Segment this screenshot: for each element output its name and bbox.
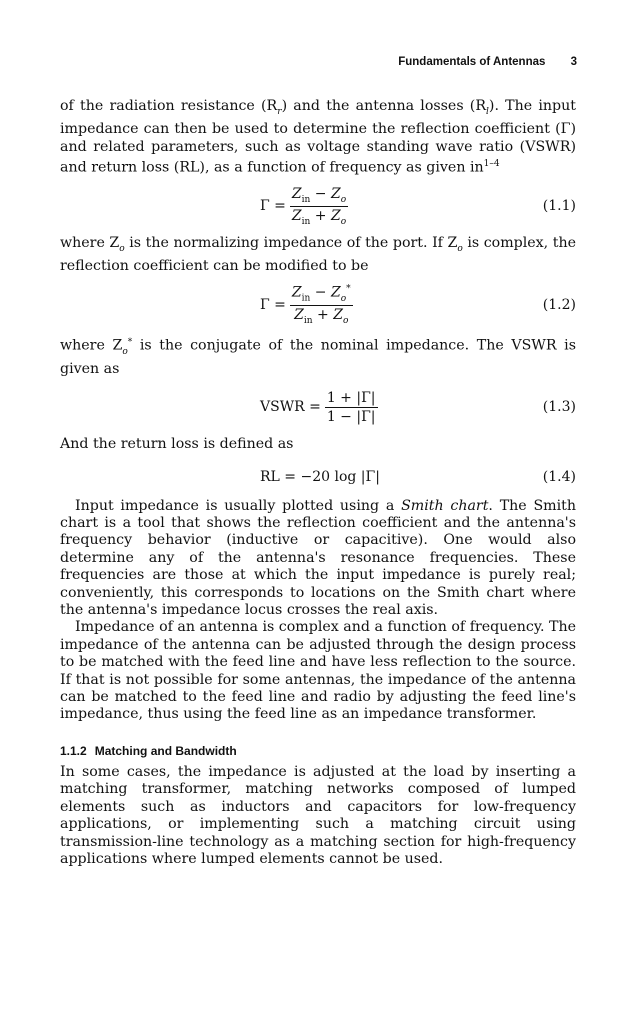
equation-1-1: Γ = $\frac{Z_{in} - Z_o}{Z_{in} + Z_o}$ (1.1) [260,185,576,227]
page-body [60,98,576,868]
running-header [60,56,577,68]
equation-number: (1.4) [542,468,576,485]
equation-1-2: Γ = $\frac{Z_{in} - Z_o^*}{Z_{in} + Z_o}$ (1.2) [260,284,576,326]
equation-number: (1.2) [542,296,576,313]
paragraph-6: Impedance of an antenna is complex and a function of frequency. The impedance of the antenna can be adjusted through the design process to be matched with the feed line and have less reflection to the source. If that is not possible for some antennas, the impedance of the antenna can be matched to the feed line and radio by adjusting the feed line's impedance, thus using the feed line as an impedance transformer. [60,619,576,723]
equation-1-3: VSWR = $\frac{1 + |\Gamma|}{1 - |\Gamma|}$ (1.3) [260,389,576,425]
equation-1-4: RL = −20 log |Γ| (1.4) [260,468,576,485]
equation-number: (1.3) [542,399,576,416]
header-title: Fundamentals of Antennas [398,56,546,68]
paragraph-2: where $Z_o$ is the normalizing impedance of the port. If $Z_o$ is complex, the reflection coefficient can be modified to be [60,235,576,275]
paragraph-4: And the return loss is defined as [60,436,294,453]
page-number: 3 [570,56,577,68]
paragraph-5: Input impedance is usually plotted using a Smith chart. The Smith chart is a tool that shows the reflection coefficient and the antenna's frequency behavior (inductive or capacitive). One would also determine any of the antenna's resonance frequencies. These frequencies are those at which the input impedance is purely real; conveniently, this corresponds to locations on the Smith chart where the antenna's impedance locus crosses the real axis. [60,497,576,619]
paragraph-7: In some cases, the impedance is adjusted at the load by inserting a matching transformer, matching networks composed of lumped elements such as inductors and capacitors for low-frequency applications, or implementing such a matching circuit using transmission-line technology as a matching section for high-frequency applications where lumped elements cannot be used. [60,763,576,867]
equation-number: (1.1) [542,198,576,215]
paragraph-1: of the radiation resistance $(R_r)$ and the antenna losses $(R_l)$. The input impedance can then be used to determine the reflection coefficient (Γ) and related parameters, such as voltage standing wave ratio (VSWR) and return loss (RL), as a function of frequency as given $in^{1-4}$ [60,98,576,176]
section-heading [60,744,576,758]
paragraph-3: where $Z_o^*$ is the conjugate of the nominal impedance. The VSWR is given as [60,336,576,377]
section-number: 1.1.2 [60,743,87,758]
section-title: Matching and Bandwidth [94,743,237,758]
